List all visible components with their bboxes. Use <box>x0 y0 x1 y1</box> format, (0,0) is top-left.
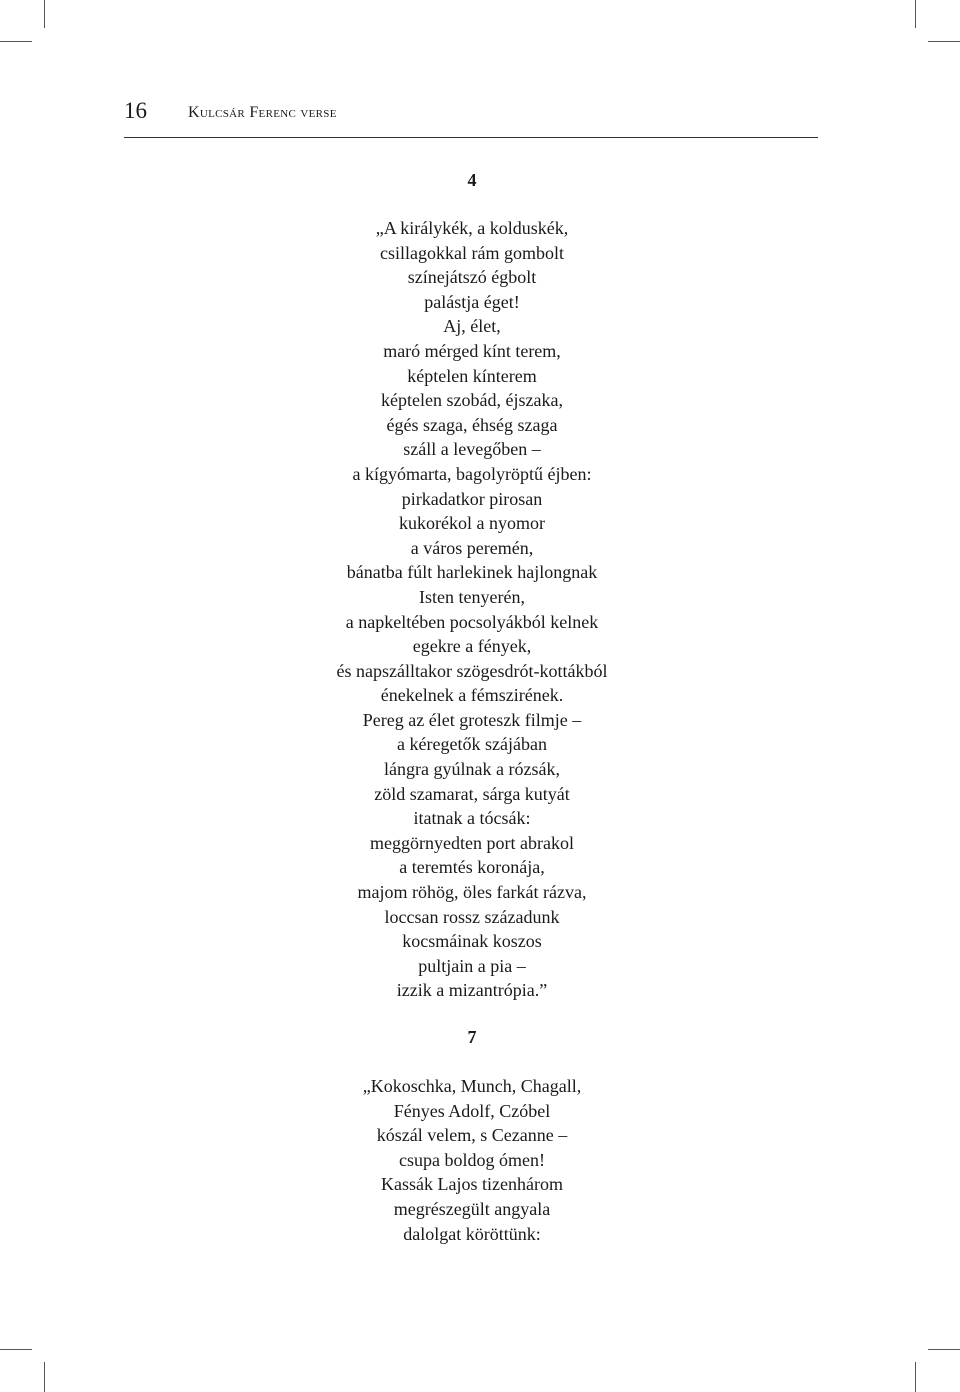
verse-line: Kassák Lajos tizenhárom <box>381 1174 563 1195</box>
verse-line: színejátszó égbolt <box>407 267 537 288</box>
verse-line: Fényes Adolf, Czóbel <box>393 1100 551 1121</box>
page-header <box>124 98 818 138</box>
verse-line: Pereg az élet groteszk filmje – <box>362 709 582 730</box>
poem-section-4 <box>280 216 664 1003</box>
verse-line: itatnak a tócsák: <box>413 808 531 829</box>
verse-line: bánatba fúlt harlekinek hajlongnak <box>346 562 598 583</box>
verse-line: a kígyómarta, bagolyröptű éjben: <box>352 463 592 484</box>
verse-line: majom röhög, öles farkát rázva, <box>357 882 587 903</box>
verse-line: kukorékol a nyomor <box>399 513 545 534</box>
verse-line: izzik a mizantrópia.” <box>396 980 548 1001</box>
crop-mark-bottom-left-horizontal <box>0 1349 32 1350</box>
verse-line: képtelen szobád, éjszaka, <box>381 390 563 411</box>
verse-line: a város peremén, <box>410 537 534 558</box>
verse-line: egekre a fények, <box>412 636 532 657</box>
verse-line: Aj, élet, <box>443 316 501 337</box>
crop-mark-bottom-left-vertical <box>44 1362 45 1392</box>
crop-mark-top-right-vertical <box>915 0 916 28</box>
verse-line: pultjain a pia – <box>418 955 526 976</box>
crop-mark-bottom-right-vertical <box>915 1362 916 1392</box>
running-head: Kulcsár Ferenc verse <box>188 104 337 121</box>
verse-line: csillagokkal rám gombolt <box>380 242 564 263</box>
verse-line: és napszálltakor szögesdrót-kottákból <box>336 660 608 681</box>
verse-line: énekelnek a fémszirének. <box>380 685 564 706</box>
verse-line: a kéregetők szájában <box>397 734 547 755</box>
verse-line: csupa boldog ómen! <box>399 1149 545 1170</box>
verse-line: palástja éget! <box>424 291 520 312</box>
poem-section-7 <box>280 1074 664 1246</box>
verse-line: pirkadatkor pirosan <box>401 488 543 509</box>
verse-line: Isten tenyerén, <box>419 586 525 607</box>
verse-line: „Kokoschka, Munch, Chagall, <box>362 1076 582 1096</box>
verse-line: kószál velem, s Cezanne – <box>376 1125 568 1146</box>
verse-line: maró mérged kínt terem, <box>383 340 561 361</box>
verse-line: a napkeltében pocsolyákból kelnek <box>345 611 599 632</box>
crop-mark-top-right-horizontal <box>928 41 960 42</box>
verse-line: meggörnyedten port abrakol <box>370 832 574 853</box>
verse-line: a teremtés koronája, <box>399 857 545 878</box>
page-number: 16 <box>124 98 147 123</box>
verse-line: lángra gyúlnak a rózsák, <box>384 759 560 780</box>
verse-line: loccsan rossz századunk <box>384 906 560 927</box>
section-number-7: 7 <box>467 1027 477 1047</box>
verse-line: képtelen kínterem <box>407 365 537 386</box>
crop-mark-top-left-vertical <box>44 0 45 28</box>
verse-line: dalolgat köröttünk: <box>403 1223 541 1244</box>
verse-line: megrészegült angyala <box>393 1198 551 1219</box>
verse-line: kocsmáinak koszos <box>402 931 542 952</box>
section-number-4: 4 <box>467 170 477 190</box>
verse-line: zöld szamarat, sárga kutyát <box>374 783 570 804</box>
crop-mark-top-left-horizontal <box>0 41 32 42</box>
crop-mark-bottom-right-horizontal <box>928 1349 960 1350</box>
verse-line: „A királykék, a kolduskék, <box>375 218 569 238</box>
verse-line: száll a levegőben – <box>403 439 541 460</box>
header-rule <box>124 137 818 138</box>
verse-line: égés szaga, éhség szaga <box>386 414 558 435</box>
